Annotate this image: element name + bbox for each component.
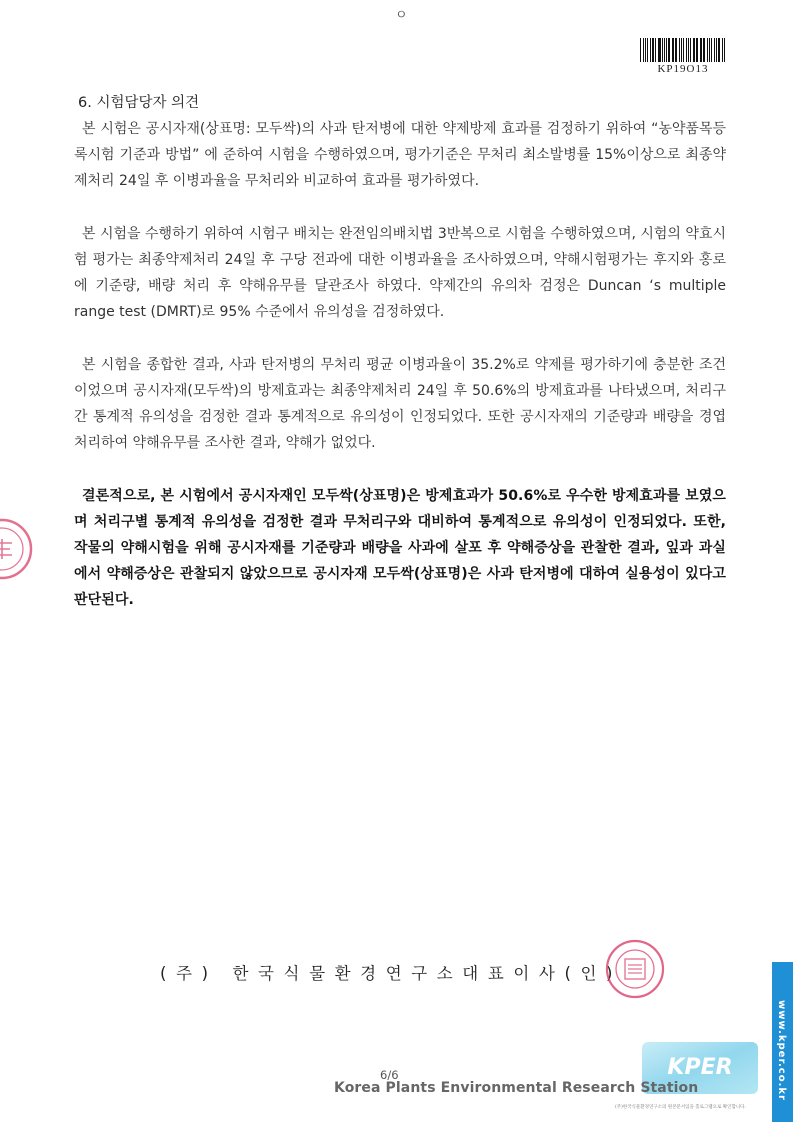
barcode-bar — [696, 38, 697, 62]
barcode-bar — [666, 38, 667, 62]
barcode-bar — [643, 38, 644, 62]
barcode-bar — [647, 38, 648, 62]
barcode-bar — [716, 38, 717, 62]
barcode-bar — [690, 38, 691, 62]
barcode-bar — [662, 38, 663, 62]
barcode-bar — [704, 38, 705, 62]
barcode-bar — [650, 38, 651, 62]
barcode-bar — [679, 38, 680, 62]
barcode-bar — [655, 38, 656, 62]
barcode-bar — [693, 38, 695, 62]
page-number: 6/6 — [380, 1068, 399, 1082]
signature-line: (주) 한국식물환경연구소대표이사(인) — [160, 964, 623, 983]
footer-note: (주)한국식물환경연구소의 원본문서임을 홀로그램으로 확인합니다. — [615, 1105, 746, 1110]
barcode-bar — [707, 38, 708, 62]
barcode-bar — [703, 38, 704, 62]
barcode-bar — [683, 38, 684, 62]
barcode-bar — [711, 38, 712, 62]
barcode-bar — [700, 38, 701, 62]
barcode-bar — [659, 38, 660, 62]
barcode-bar — [718, 38, 720, 62]
red-seal-stamp-left — [0, 517, 34, 581]
paragraph-conclusion: 결론적으로, 본 시험에서 공시자재인 모두싹(상표명)은 방제효과가 50.6%로 우수한 방제효과를 보였으며 처리구별 통계적 유의성을 검정한 결과 무처리구와 대비하여 통계적으로 유의성이 인정되었다. 또한, 작물의 약해시험을 위해 공시자재를 기준량과 배량을 사과에 살포 후 약해증상을 관찰한 결과, 잎과 과실에서 약해증상은 관찰되지 않았으므로 공시자재 모두싹(상표명)은 사과 탄저병에 대하여 실용성이 있다고 판단된다. — [74, 488, 726, 608]
barcode — [640, 38, 726, 62]
document-body — [74, 90, 726, 613]
barcode-bar — [673, 38, 674, 62]
barcode-bar — [681, 38, 682, 62]
barcode-bar — [709, 38, 710, 62]
side-url: www.kper.co.kr — [776, 1000, 787, 1101]
barcode-bar — [664, 38, 665, 62]
barcode-bar — [722, 38, 723, 62]
paragraph-results: 본 시험을 종합한 결과, 사과 탄저병의 무처리 평균 이병과율이 35.2%로 약제를 평가하기에 충분한 조건이었으며 공시자재(모두싹)의 방제효과는 최종약제처리 24일 후 50.6%의 방제효과를 나타냈으며, 처리구 간 통계적 유의성을 검정한 결과 통계적으로 유의성이 인정되었다. 또한 공시자재의 기준량과 배량을 경엽 처리하여 약해유무를 조사한 결과, 약해가 없었다. — [74, 357, 726, 451]
barcode-bar — [675, 38, 677, 62]
section-title: 6. 시험담당자 의견 — [78, 95, 200, 111]
barcode-bar — [724, 38, 725, 62]
barcode-bar — [668, 38, 669, 62]
footer-organization: Korea Plants Environmental Research Station — [334, 1080, 699, 1096]
barcode-bar — [688, 38, 689, 62]
paragraph-purpose: 본 시험은 공시자재(상표명: 모두싹)의 사과 탄저병에 대한 약제방제 효과를 검정하기 위하여 “농약품목등록시험 기준과 방법” 에 준하여 시험을 수행하였으며, 평가기준은 무처리 최소발병률 15%이상으로 최종약제처리 24일 후 이병과율을 무처리와 비교하여 효과를 평가하였다. — [74, 121, 726, 189]
barcode-bar — [652, 38, 654, 62]
kper-logo-text: KPER — [667, 1055, 733, 1080]
barcode-bar — [658, 38, 659, 62]
barcode-bar — [640, 38, 641, 62]
paragraph-method: 본 시험을 수행하기 위하여 시험구 배치는 완전임의배치법 3반복으로 시험을 수행하였으며, 시험의 약효시험 평가는 최종약제처리 24일 후 구당 전과에 대한 이병과율을 조사하였으며, 약해시험평가는 후지와 홍로에 기준량, 배량 처리 후 약해유무를 달관조사 하였다. 약제간의 유의차 검정은 Duncan ‘s multiple range test (DMRT)로 95% 수준에서 유의성을 검정하였다. — [74, 226, 726, 320]
barcode-bar — [645, 38, 646, 62]
barcode-code: KP19O13 — [657, 63, 709, 75]
red-seal-stamp-signature — [604, 938, 666, 1000]
top-mark: ㅇ — [395, 8, 408, 23]
barcode-bar — [697, 38, 698, 62]
barcode-bar — [714, 38, 715, 62]
barcode-bar — [672, 38, 673, 62]
barcode-bar — [686, 38, 687, 62]
